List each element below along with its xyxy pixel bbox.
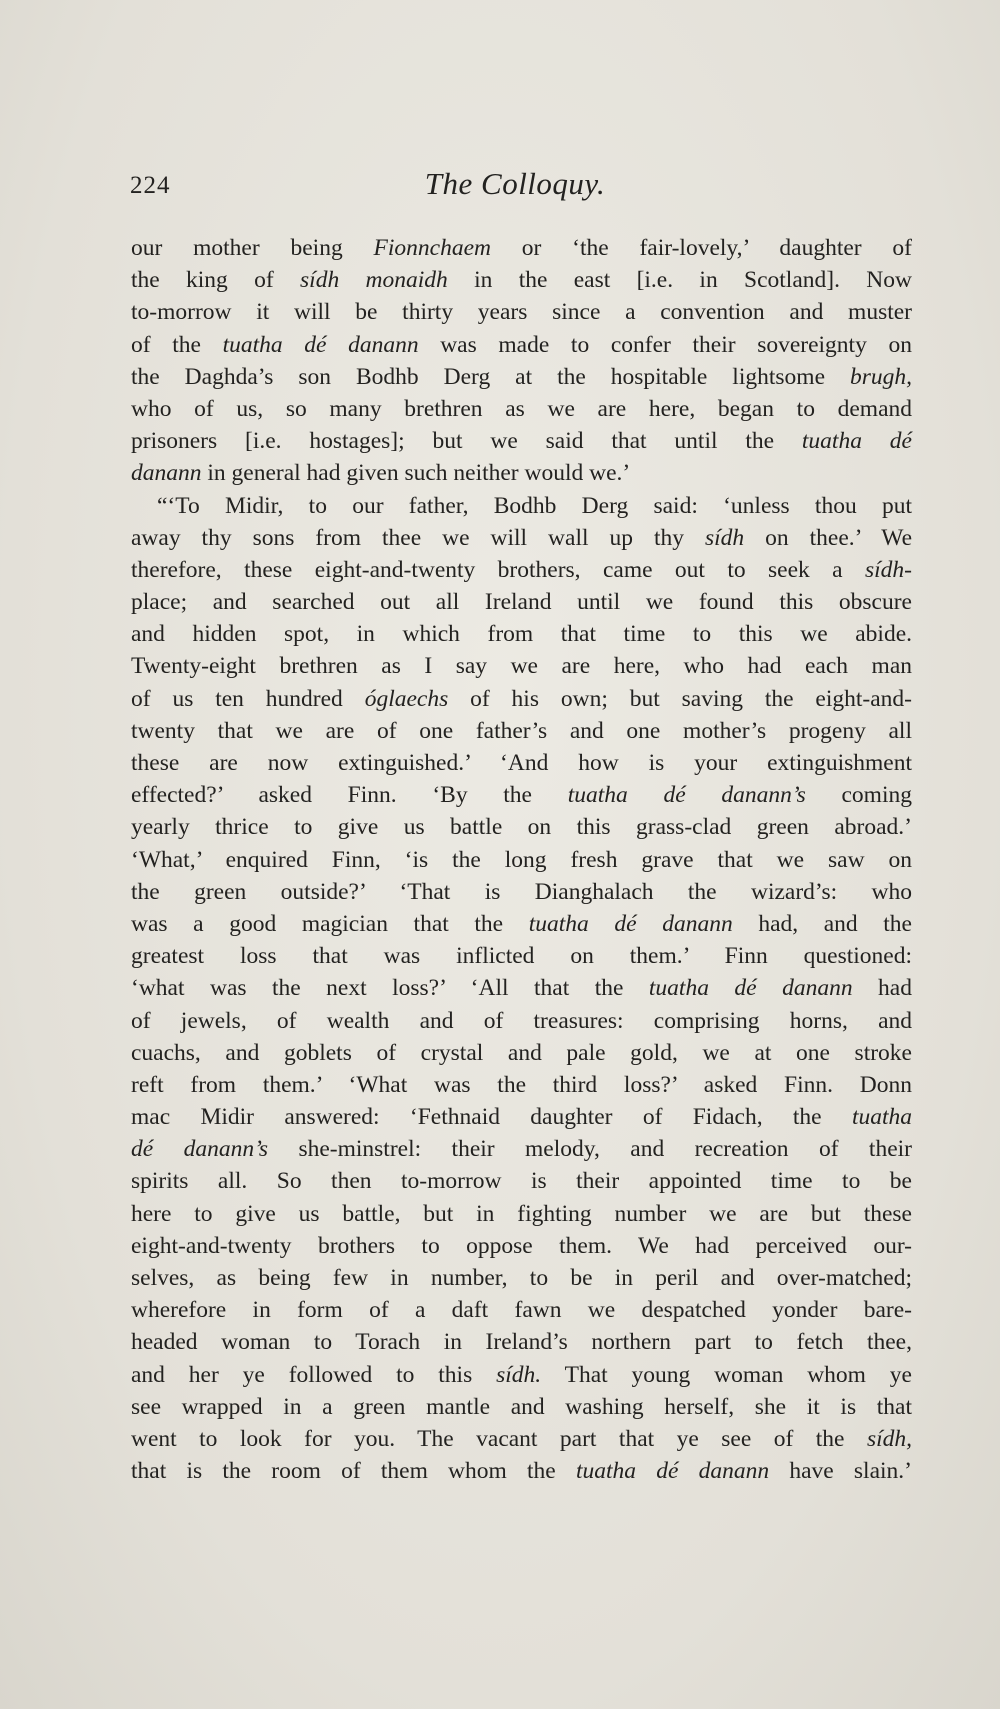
italic-text: tuatha dé danann’s <box>567 782 806 809</box>
text-segment: have slain.’ <box>769 1458 912 1485</box>
text-line <box>131 747 912 779</box>
text-segment: prisoners [i.e. hostages]; but we said that until the <box>131 428 802 455</box>
text-segment: “‘To Midir, to our father, Bodhb Derg said: ‘unless thou put <box>157 492 912 519</box>
text-segment: she-minstrel: their melody, and recreation of their <box>268 1136 912 1163</box>
text-segment: of jewels, of wealth and of treasures: comprising horns, and <box>131 1007 912 1034</box>
text-line <box>131 1101 912 1133</box>
italic-text: sídh monaidh <box>300 267 448 294</box>
text-line <box>131 554 912 586</box>
text-line <box>131 1005 912 1037</box>
text-line <box>131 876 912 908</box>
text-line <box>131 1326 912 1358</box>
text-line <box>131 1262 912 1294</box>
text-segment: the green outside?’ ‘That is Dianghalach the wizard’s: who <box>131 878 912 905</box>
text-line <box>131 586 912 618</box>
italic-text: brugh, <box>849 363 912 390</box>
text-line <box>131 329 912 361</box>
text-segment: yearly thrice to give us battle on this grass-clad green abroad.’ <box>131 814 912 841</box>
body-text <box>131 232 912 1487</box>
text-segment: here to give us battle, but in fighting number we are but these <box>131 1200 912 1227</box>
text-line <box>131 1294 912 1326</box>
text-segment: on thee.’ We <box>744 524 912 551</box>
text-line <box>131 844 912 876</box>
text-segment: in general had given such neither would we.’ <box>201 460 631 487</box>
italic-text: tuatha dé danann <box>528 910 733 937</box>
text-line <box>131 393 912 425</box>
text-segment: ‘What,’ enquired Finn, ‘is the long fresh grave that we saw on <box>131 846 912 873</box>
text-line <box>131 1198 912 1230</box>
text-segment: eight-and-twenty brothers to oppose them. We had perceived our- <box>131 1232 912 1259</box>
text-segment: and her ye followed to this <box>131 1361 497 1388</box>
italic-text: sídh <box>704 524 745 551</box>
text-segment: therefore, these eight-and-twenty brothers, came out to seek a <box>131 556 865 583</box>
text-segment: of his own; but saving the eight-and- <box>448 685 913 712</box>
text-segment: went to look for you. The vacant part that ye see of the <box>131 1425 867 1452</box>
text-segment: and hidden spot, in which from that time to this we abide. <box>131 621 912 648</box>
italic-text: sídh- <box>865 556 912 583</box>
text-segment: to-morrow it will be thirty years since a convention and muster <box>131 299 912 326</box>
text-segment: cuachs, and goblets of crystal and pale gold, we at one stroke <box>131 1039 912 1066</box>
italic-text: tuatha dé <box>801 428 912 455</box>
italic-text: tuatha dé danann <box>222 331 419 358</box>
text-line <box>131 1391 912 1423</box>
text-segment: that is the room of them whom the <box>131 1458 576 1485</box>
text-line <box>131 1165 912 1197</box>
text-segment: Twenty-eight brethren as I say we are here, who had each man <box>131 653 912 680</box>
text-segment: of the <box>131 331 223 358</box>
text-line <box>131 1037 912 1069</box>
text-segment: the Daghda’s son Bodhb Derg at the hospitable lightsome <box>131 363 850 390</box>
text-segment: was a good magician that the <box>131 910 529 937</box>
text-line <box>131 1133 912 1165</box>
text-segment: greatest loss that was inflicted on them.’ Finn questioned: <box>131 943 912 970</box>
italic-text: tuatha dé danann <box>648 975 853 1002</box>
italic-text: sídh. <box>496 1361 542 1388</box>
text-segment: coming <box>805 782 912 809</box>
italic-text: danann <box>131 460 202 487</box>
text-line <box>131 940 912 972</box>
text-line <box>131 457 912 489</box>
text-line <box>131 361 912 393</box>
running-title: The Colloquy. <box>424 166 606 201</box>
text-segment: wherefore in form of a daft fawn we despatched yonder bare- <box>131 1297 912 1324</box>
text-line <box>131 811 912 843</box>
text-segment: was made to confer their sovereignty on <box>418 331 912 358</box>
text-segment: away thy sons from thee we will wall up thy <box>131 524 705 551</box>
text-line <box>131 1359 912 1391</box>
italic-text: tuatha dé danann <box>575 1458 770 1485</box>
text-segment: in the east [i.e. in Scotland]. Now <box>447 267 912 294</box>
text-segment: twenty that we are of one father’s and one mother’s progeny all <box>131 717 912 744</box>
text-line <box>131 522 912 554</box>
text-line <box>131 490 912 522</box>
italic-text: tuatha <box>851 1104 912 1131</box>
text-line <box>131 715 912 747</box>
text-line <box>131 1455 912 1487</box>
text-segment: or ‘the fair-lovely,’ daughter of <box>490 235 912 261</box>
italic-text: Fionnchaem <box>373 235 491 261</box>
text-segment: ‘what was the next loss?’ ‘All that the <box>131 975 649 1002</box>
text-segment: our mother being <box>131 235 374 261</box>
page-number: 224 <box>130 172 171 199</box>
text-line <box>131 972 912 1004</box>
page-header <box>130 166 900 210</box>
text-line <box>131 264 912 296</box>
text-line <box>131 1423 912 1455</box>
text-line <box>131 779 912 811</box>
text-segment: That young woman whom ye <box>541 1361 912 1388</box>
text-segment: who of us, so many brethren as we are here, began to demand <box>131 395 912 422</box>
text-line <box>131 683 912 715</box>
text-line <box>131 232 912 264</box>
text-segment: reft from them.’ ‘What was the third loss?’ asked Finn. Donn <box>131 1071 912 1098</box>
text-segment: spirits all. So then to-morrow is their appointed time to be <box>131 1168 912 1195</box>
text-segment: headed woman to Torach in Ireland’s northern part to fetch thee, <box>131 1329 912 1356</box>
text-line <box>131 1069 912 1101</box>
text-line <box>131 425 912 457</box>
text-segment: see wrapped in a green mantle and washing herself, she it is that <box>131 1393 912 1420</box>
text-line <box>131 908 912 940</box>
text-segment: of us ten hundred <box>131 685 365 712</box>
text-segment: had, and the <box>732 910 912 937</box>
italic-text: sídh, <box>866 1425 912 1452</box>
text-segment: had <box>852 975 912 1002</box>
text-line <box>131 650 912 682</box>
text-segment: the king of <box>131 267 301 294</box>
text-segment: effected?’ asked Finn. ‘By the <box>131 782 568 809</box>
text-line <box>131 296 912 328</box>
italic-text: dé danann’s <box>131 1136 269 1163</box>
text-segment: mac Midir answered: ‘Fethnaid daughter of Fidach, the <box>131 1104 852 1131</box>
text-segment: place; and searched out all Ireland until we found this obscure <box>131 589 912 616</box>
text-line <box>131 618 912 650</box>
text-segment: selves, as being few in number, to be in peril and over-matched; <box>131 1265 912 1291</box>
text-line <box>131 1230 912 1262</box>
text-segment: these are now extinguished.’ ‘And how is your extinguishment <box>131 750 912 776</box>
italic-text: óglaechs <box>364 685 449 712</box>
